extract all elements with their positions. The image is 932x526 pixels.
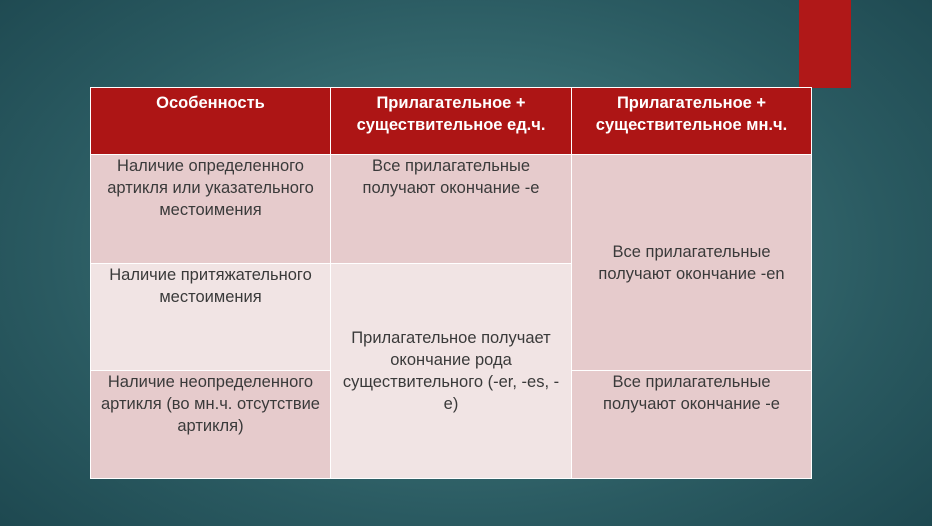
header-singular: Прилагательное + существительное ед.ч.: [331, 88, 572, 155]
header-feature: Особенность: [91, 88, 331, 155]
plural-cell-merged: Все прилагательные получают окончание -en: [572, 155, 812, 371]
header-plural: Прилагательное + существительное мн.ч.: [572, 88, 812, 155]
table-row: [91, 155, 812, 264]
comparison-table: [90, 87, 812, 479]
plural-cell-indefinite-article: Все прилагательные получают окончание -e: [572, 371, 812, 479]
accent-bar: [799, 0, 851, 88]
feature-cell-possessive: Наличие притяжательного местоимения: [91, 264, 331, 371]
table-header-row: [91, 88, 812, 155]
feature-cell-indefinite-article: Наличие неопределенного артикля (во мн.ч. отсутствие артикля): [91, 371, 331, 479]
singular-cell-definite-article: Все прилагательные получают окончание -e: [331, 155, 572, 264]
feature-cell-definite-article: Наличие определенного артикля или указательного местоимения: [91, 155, 331, 264]
singular-cell-merged: Прилагательное получает окончание рода существительного (-er, -es, -e): [331, 264, 572, 479]
